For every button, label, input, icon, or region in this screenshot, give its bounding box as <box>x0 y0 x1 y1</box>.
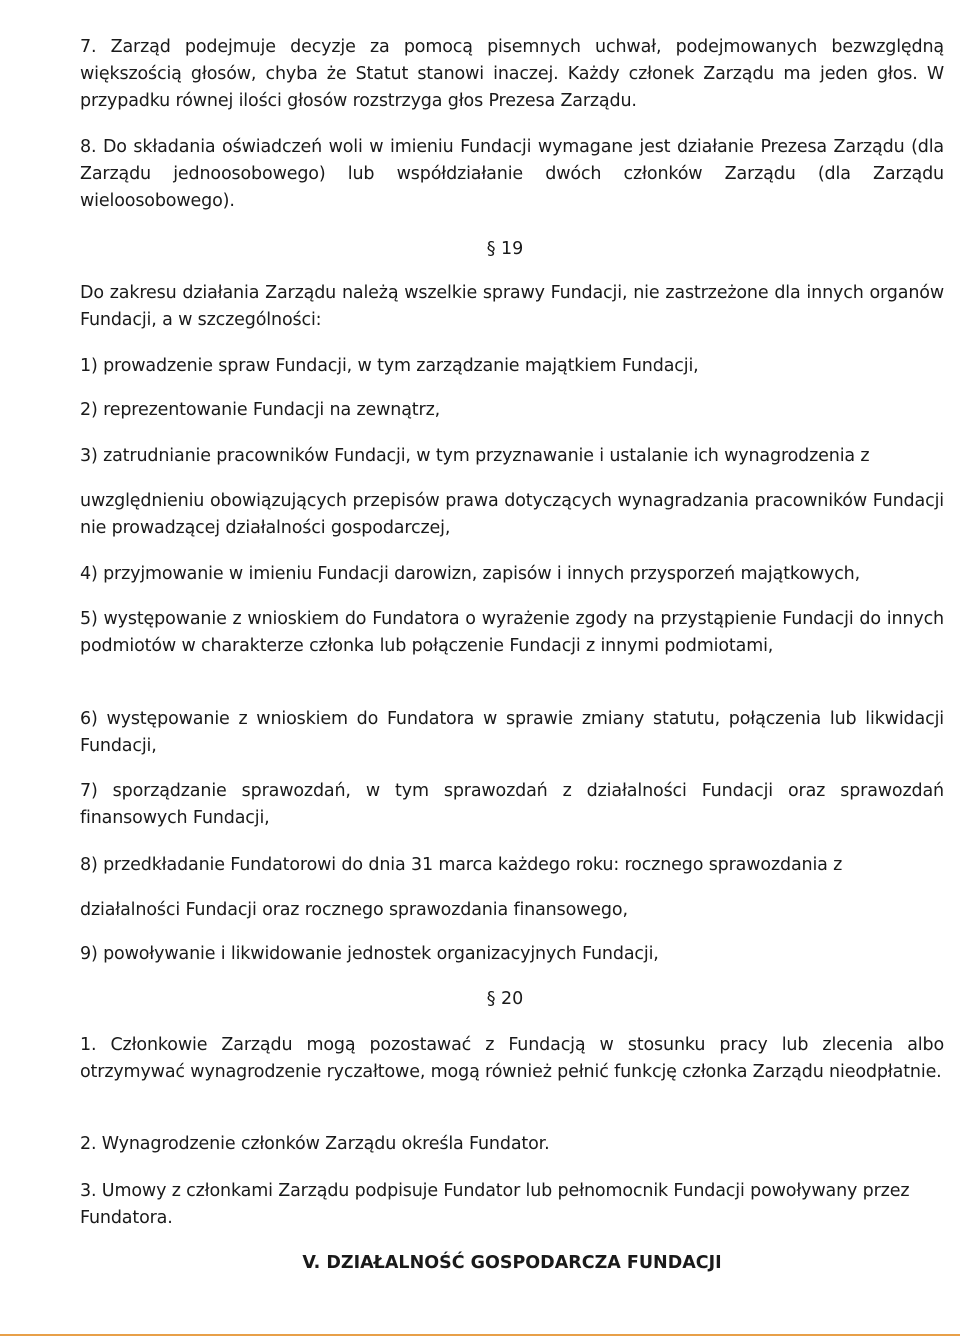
chapter-heading: V. DZIAŁALNOŚĆ GOSPODARCZA FUNDACJI <box>302 1253 722 1273</box>
footer-rule <box>0 1334 960 1336</box>
list-item: 2. Wynagrodzenie członków Zarządu określa Fundator. <box>80 1134 550 1154</box>
list-item: 7) sporządzanie sprawozdań, w tym sprawozdań z działalności Fundacji oraz sprawozdań finansowych Fundacji, <box>80 781 944 828</box>
list-item: 9) powoływanie i likwidowanie jednostek organizacyjnych Fundacji, <box>80 944 659 964</box>
list-item: uwzględnieniu obowiązujących przepisów prawa dotyczących wynagradzania pracowników Fundacji nie prowadzącej działalności gospodarczej, <box>80 491 944 538</box>
list-item: 4) przyjmowanie w imieniu Fundacji darowizn, zapisów i innych przysporzeń majątkowych, <box>80 564 861 584</box>
section-19-heading: § 19 <box>486 239 524 259</box>
list-item: 8) przedkładanie Fundatorowi do dnia 31 marca każdego roku: rocznego sprawozdania z <box>80 855 843 875</box>
list-item: 3. Umowy z członkami Zarządu podpisuje Fundator lub pełnomocnik Fundacji powoływany przez Fundatora. <box>80 1181 910 1228</box>
list-item: 5) występowanie z wnioskiem do Fundatora o wyrażenie zgody na przystąpienie Fundacji do innych podmiotów w charakterze członka lub połączenie Fundacji z innymi podmiotami, <box>80 609 944 656</box>
paragraph-7: 7. Zarząd podejmuje decyzje za pomocą pisemnych uchwał, podejmowanych bezwzględną większością głosów, chyba że Statut stanowi inaczej. Każdy członek Zarządu ma jeden głos. W przypadku równej ilości głosów rozstrzyga głos Prezesa Zarządu. <box>80 37 944 111</box>
section-19-intro: Do zakresu działania Zarządu należą wszelkie sprawy Fundacji, nie zastrzeżone dla innych organów Fundacji, a w szczególności: <box>80 283 944 330</box>
section-20-heading: § 20 <box>486 989 524 1009</box>
list-item: 1. Członkowie Zarządu mogą pozostawać z Fundacją w stosunku pracy lub zlecenia albo otrzymywać wynagrodzenie ryczałtowe, mogą również pełnić funkcję członka Zarządu nieodpłatnie. <box>80 1035 944 1082</box>
list-item: 2) reprezentowanie Fundacji na zewnątrz, <box>80 400 441 420</box>
list-item: działalności Fundacji oraz rocznego sprawozdania finansowego, <box>80 900 628 920</box>
list-item: 3) zatrudnianie pracowników Fundacji, w tym przyznawanie i ustalanie ich wynagrodzenia z <box>80 446 870 466</box>
list-item: 1) prowadzenie spraw Fundacji, w tym zarządzanie majątkiem Fundacji, <box>80 356 699 376</box>
list-item: 6) występowanie z wnioskiem do Fundatora w sprawie zmiany statutu, połączenia lub likwidacji Fundacji, <box>80 709 944 756</box>
paragraph-8: 8. Do składania oświadczeń woli w imieniu Fundacji wymagane jest działanie Prezesa Zarządu (dla Zarządu jednoosobowego) lub współdziałanie dwóch członków Zarządu (dla Zarządu wieloosobowego). <box>80 137 944 211</box>
